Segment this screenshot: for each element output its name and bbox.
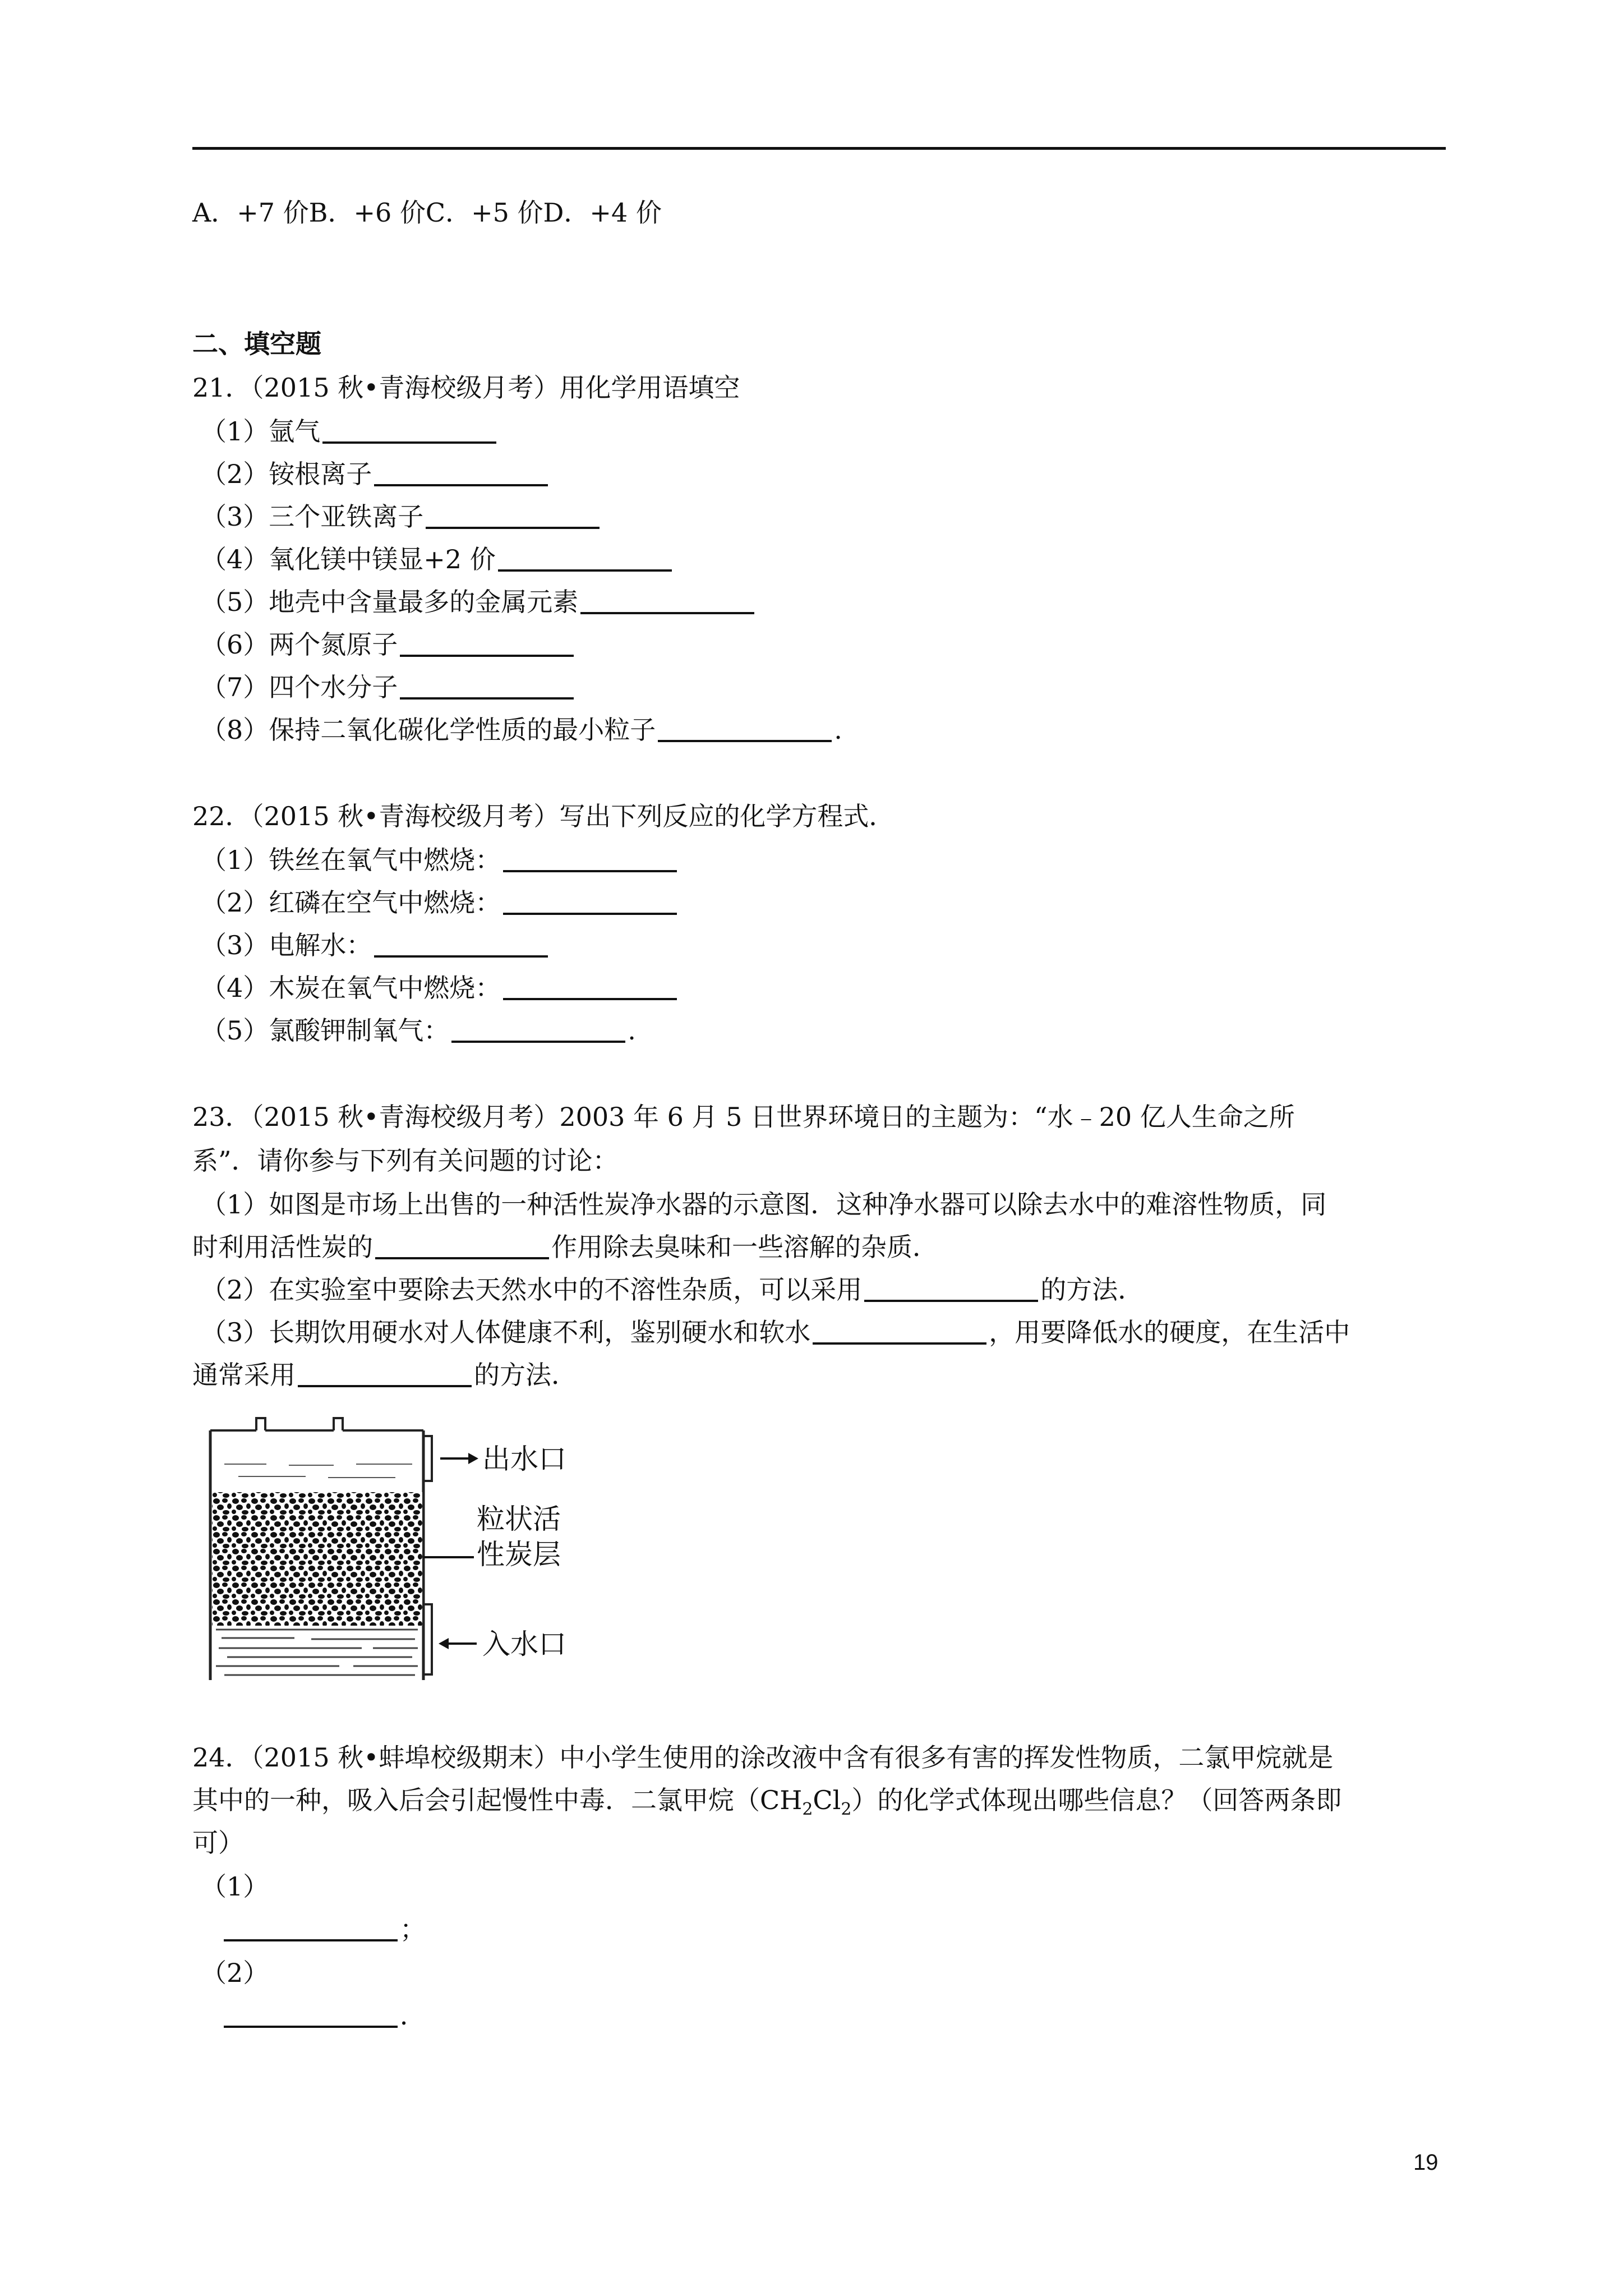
option-b: B．+6 价	[308, 197, 426, 228]
q23-part1-line1: （1）如图是市场上出售的一种活性炭净水器的示意图．这种净水器可以除去水中的难溶性物质，同	[201, 1189, 1327, 1220]
q23-part3-line1: （3）长期饮用硬水对人体健康不利，鉴别硬水和软水 ，用要降低水的硬度，在生活中	[201, 1317, 1350, 1347]
q23-stem-line1: 23．（2015 秋•青海校级月考）2003 年 6 月 5 日世界环境日的主题为：“水﹣20 亿人生命之所	[192, 1102, 1295, 1132]
q23-stem-line2: 系”．请你参与下列有关问题的讨论：	[192, 1145, 619, 1176]
q21-item-6: （6）两个氮原子	[201, 632, 576, 657]
q21-item-4: （4）氧化镁中镁显+2 价	[201, 546, 674, 572]
q23-part3-line2: 通常采用 的方法．	[192, 1360, 577, 1390]
q24-stem-line3: 可）	[192, 1828, 244, 1858]
q21-item-3: （3）三个亚铁离子	[201, 504, 602, 530]
answer-blank[interactable]	[498, 548, 672, 572]
answer-blank[interactable]	[864, 1278, 1038, 1302]
page-number: 19	[1413, 2150, 1438, 2175]
label-carbon-line1: 粒状活	[477, 1503, 561, 1535]
answer-blank[interactable]	[374, 463, 548, 486]
label-carbon-line2: 性炭层	[477, 1538, 561, 1571]
previous-question-options	[192, 197, 662, 228]
q22-item-5: （5）氯酸钾制氧气： .	[201, 1015, 636, 1046]
answer-blank[interactable]	[224, 2004, 398, 2028]
label-outlet: 出水口	[482, 1443, 566, 1475]
answer-blank[interactable]	[503, 849, 677, 872]
q23-part1-line2: 时利用活性炭的 作用除去臭味和一些溶解的杂质．	[192, 1232, 938, 1262]
q22-stem: 22．（2015 秋•青海校级月考）写出下列反应的化学方程式．	[192, 801, 895, 831]
q22-item-1: （1）铁丝在氧气中燃烧：	[201, 847, 679, 873]
inlet-water-layer	[216, 1630, 418, 1675]
outlet-arrowhead	[468, 1453, 478, 1464]
q24-item-1-label: （1）	[201, 1871, 269, 1902]
water-purifier-diagram	[193, 1414, 620, 1683]
option-a: A．+7 价	[192, 197, 309, 228]
answer-blank[interactable]	[374, 934, 548, 958]
clean-water-layer	[224, 1464, 412, 1478]
q24-stem-line1: 24．（2015 秋•蚌埠校级期末）中小学生使用的涂改液中含有很多有害的挥发性物质，二氯甲烷就是	[192, 1742, 1334, 1773]
answer-blank[interactable]	[400, 633, 574, 657]
q22-item-4: （4）木炭在氧气中燃烧：	[201, 975, 679, 1001]
q21-stem: 21．（2015 秋•青海校级月考）用化学用语填空	[192, 372, 740, 403]
q21-item-2: （2）铵根离子	[201, 461, 550, 487]
q23-part2: （2）在实验室中要除去天然水中的不溶性杂质，可以采用 的方法．	[201, 1274, 1144, 1305]
option-c: C．+5 价	[425, 197, 543, 228]
answer-blank[interactable]	[400, 676, 574, 700]
inlet-arrowhead	[439, 1638, 449, 1649]
answer-blank[interactable]	[503, 891, 677, 915]
answer-blank[interactable]	[451, 1019, 625, 1043]
label-inlet: 入水口	[482, 1628, 566, 1660]
q21-item-1: （1）氩气	[201, 418, 499, 444]
q24-stem-line2: 其中的一种，吸入后会引起慢性中毒．二氯甲烷$(CH_2Cl_2)$的化学式体现出哪些信息？（回答两条即	[192, 1785, 1342, 1819]
header-rule	[192, 147, 1446, 150]
q21-item-7: （7）四个水分子	[201, 674, 576, 700]
answer-blank[interactable]	[375, 1236, 549, 1259]
answer-blank[interactable]	[580, 591, 754, 614]
answer-blank[interactable]	[322, 420, 496, 444]
answer-blank[interactable]	[224, 1918, 398, 1941]
answer-blank[interactable]	[426, 505, 600, 529]
activated-carbon-layer	[212, 1492, 422, 1626]
answer-blank[interactable]	[658, 719, 832, 742]
q21-item-5: （5）地壳中含量最多的金属元素	[201, 589, 757, 615]
q21-item-8: （8）保持二氧化碳化学性质的最小粒子 .	[201, 715, 842, 745]
q24-item-2-label: （2）	[201, 1958, 269, 1988]
q24-item-1-answer: ；	[222, 1916, 426, 1942]
q22-item-2: （2）红磷在空气中燃烧：	[201, 890, 679, 915]
answer-blank[interactable]	[813, 1321, 986, 1345]
answer-blank[interactable]	[503, 977, 677, 1000]
option-d: D．+4 价	[543, 197, 662, 228]
q24-item-2-answer: ．	[222, 2003, 426, 2028]
section-title: 二、填空题	[192, 329, 321, 359]
q22-item-3: （3）电解水：	[201, 932, 550, 958]
answer-blank[interactable]	[298, 1364, 472, 1387]
